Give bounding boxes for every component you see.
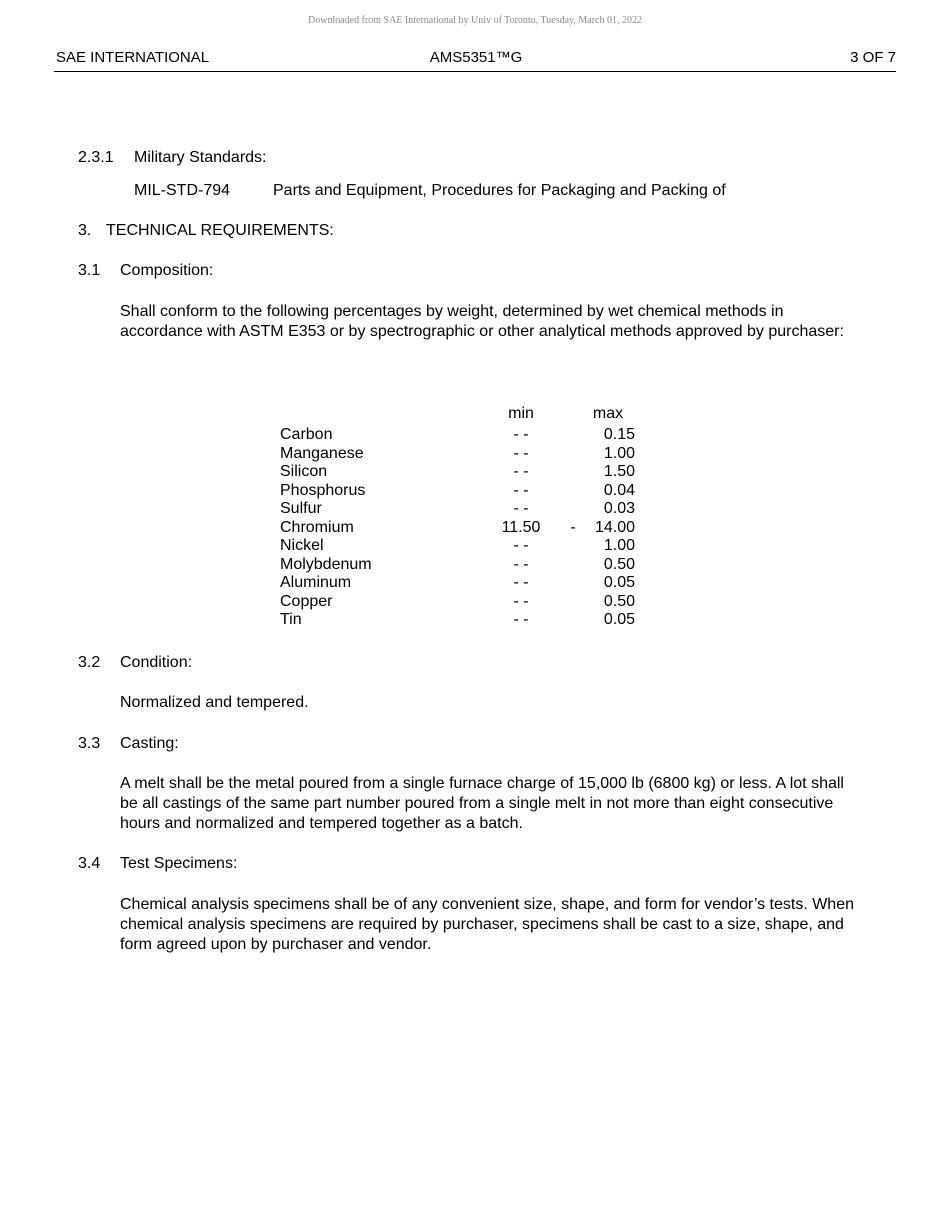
section-3-title: TECHNICAL REQUIREMENTS: [106,222,334,239]
condition-paragraph: Normalized and tempered. [120,694,309,711]
min-value: - - [513,555,529,573]
section-3-2-number: 3.2 [78,654,101,671]
max-value: 0.05 [603,611,635,628]
header-page-number: 3 OF 7 [850,49,896,66]
reference-title: Parts and Equipment, Procedures for Packaging and Packing of [273,182,726,199]
section-3-1-number: 3.1 [78,262,101,279]
section-3-4-number: 3.4 [78,855,101,872]
section-3-4-title: Test Specimens: [120,855,238,872]
max-value: 0.05 [603,574,635,591]
min-value: - - [513,574,529,591]
header-rule [54,71,896,72]
header-document-number: AMS5351™G [429,49,523,66]
range-dash: - [570,518,576,536]
section-3-number: 3. [78,222,92,239]
section-3-3-number: 3.3 [78,735,101,752]
max-value: 1.00 [603,444,635,462]
max-value: 0.04 [603,481,635,499]
element-name: Carbon [280,426,333,443]
page-header [56,49,896,71]
test-specimens-paragraph: Chemical analysis specimens shall be of any convenient size, shape, and form for vendor’s tests. When chemical analysis specimens are required by purchaser, specimens shall be cast to a size, shape, and form agreed upon by purchaser and vendor. [120,896,854,953]
min-value: - - [513,500,529,517]
element-name: Tin [280,611,302,628]
min-value: - - [513,481,529,499]
max-value: 0.03 [603,500,635,517]
max-value: 0.50 [603,555,635,573]
min-value: - - [513,426,529,443]
download-watermark: Downloaded from SAE International by Univ of Toronto, Tuesday, March 01, 2022 [308,15,642,26]
element-name: Manganese [280,444,364,462]
section-3-2-title: Condition: [120,654,193,671]
section-3-3-title: Casting: [120,735,179,752]
reference-code: MIL-STD-794 [134,182,231,199]
max-value: 1.50 [603,463,635,480]
min-value: - - [513,611,529,628]
min-value: - - [513,444,529,462]
section-2-3-1-number: 2.3.1 [78,149,114,166]
element-name: Chromium [280,518,354,536]
section-2-3-1-title: Military Standards: [134,149,267,166]
element-name: Copper [280,592,333,610]
max-value: 14.00 [594,518,635,536]
composition-paragraph: Shall conform to the following percentages by weight, determined by wet chemical methods in accordance with ASTM E353 or by spectrographic or other analytical methods approved by purchaser: [120,303,844,340]
min-value: 11.50 [501,518,541,536]
casting-paragraph: A melt shall be the metal poured from a single furnace charge of 15,000 lb (6800 kg) or less. A lot shall be all castings of the same part number poured from a single melt in not more than eight consecutive hours and normalized and tempered together as a batch. [120,775,844,832]
min-value: - - [513,592,529,610]
max-column-header: max [592,405,624,422]
min-value: - - [513,537,529,554]
element-name: Aluminum [280,574,352,591]
header-organization: SAE INTERNATIONAL [56,49,210,66]
element-name: Molybdenum [280,555,372,573]
max-value: 0.50 [603,592,635,610]
max-value: 1.00 [603,537,635,554]
section-3-1-title: Composition: [120,262,214,279]
element-name: Phosphorus [280,481,366,499]
element-name: Silicon [280,463,328,480]
element-name: Nickel [280,537,324,554]
min-value: - - [513,463,529,480]
max-value: 0.15 [603,426,635,443]
min-column-header: min [508,405,534,422]
element-name: Sulfur [280,500,322,517]
